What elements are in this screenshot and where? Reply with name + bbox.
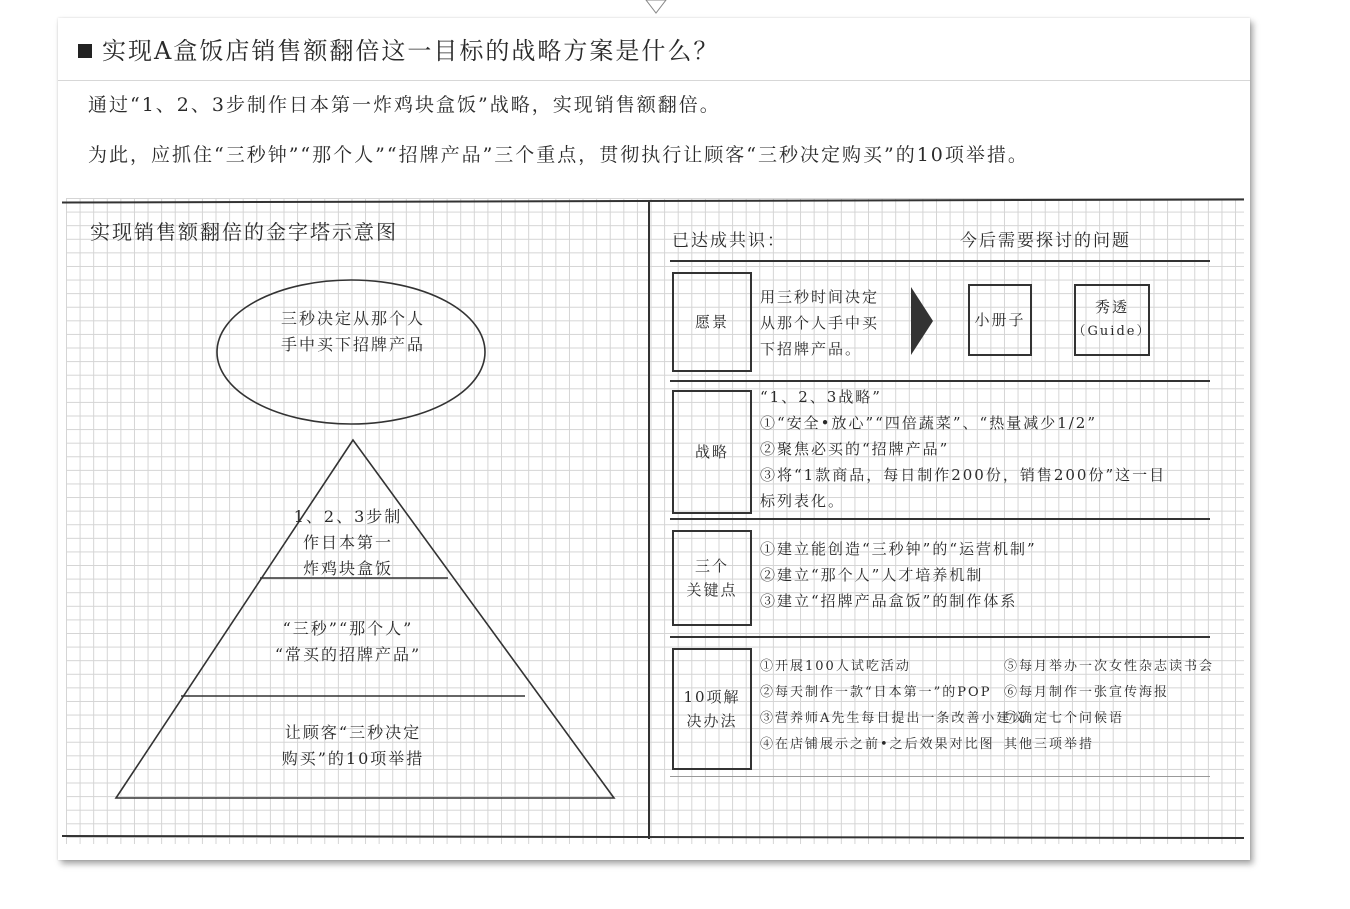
tier1-line: 炸鸡块盒饭 (302, 559, 393, 578)
vision-line: 用三秒时间决定 (760, 288, 880, 306)
consensus-heading: 已达成共识： (672, 231, 786, 251)
tier1-text (278, 504, 418, 582)
section-rule (670, 776, 1210, 777)
guide-box (1074, 284, 1150, 356)
solution-item: ②每天制作一款“日本第一”的POP (760, 685, 992, 700)
ellipse-line: 三秒决定从那个人 (280, 309, 425, 328)
page-title: 实现A盒饭店销售额翻倍这一目标的战略方案是什么？ (102, 37, 720, 65)
tier3-line: 让顾客“三秒决定 (284, 723, 422, 742)
strategy-label-box: 战略 (672, 390, 752, 514)
guide-sub-text: （Guide） (1072, 324, 1152, 339)
solution-item: ⑤每月举办一次女性杂志读书会 (1004, 659, 1215, 674)
solutions-right-list (1004, 654, 1214, 758)
strategy-line: 标列表化。 (760, 492, 846, 510)
keypoints-label-line: 三个 (694, 557, 729, 575)
strategy-line: ③将“1款商品，每日制作200份，销售200份”这一目 (760, 466, 1167, 484)
issues-heading: 今后需要探讨的问题 (960, 231, 1131, 251)
vision-line: 从那个人手中买 (760, 314, 880, 332)
notebook-sheet (58, 18, 1250, 860)
keypoints-line: ③建立“招牌产品盒饭”的制作体系 (760, 592, 1018, 610)
tier3-text (248, 720, 458, 772)
center-divider (648, 201, 650, 839)
pyramid-title: 实现销售额翻倍的金字塔示意图 (90, 220, 398, 244)
ellipse-line: 手中买下招牌产品 (280, 335, 425, 354)
solutions-label-box (672, 648, 752, 770)
tier2-text (238, 616, 458, 668)
intro-line-2: 为此，应抓住“三秒钟”“那个人”“招牌产品”三个重点，贯彻执行让顾客“三秒决定购买”的10项举措。 (88, 144, 1029, 166)
arrow-right-icon (910, 286, 934, 356)
vision-label-box: 愿景 (672, 272, 752, 372)
solution-item: 其他三项举措 (1004, 737, 1095, 752)
tier1-line: 作日本第一 (302, 533, 393, 552)
keypoints-line: ②建立“那个人”人才培养机制 (760, 566, 984, 584)
strategy-line: “1、2、3战略” (760, 388, 882, 406)
solutions-label-line: 10项解 (683, 688, 741, 706)
section-rule (670, 518, 1210, 520)
booklet-box: 小册子 (968, 284, 1032, 356)
header-divider (58, 80, 1250, 81)
strategy-line: ①“安全•放心”“四倍蔬菜”、“热量减少1/2” (760, 414, 1098, 432)
vision-line: 下招牌产品。 (760, 340, 863, 358)
guide-main-text: 秀透 (1094, 298, 1129, 316)
bullet-square-icon (78, 44, 92, 58)
section-rule (670, 636, 1210, 638)
solution-item: ⑥每月制作一张宣传海报 (1004, 685, 1170, 700)
ellipse-text (253, 306, 453, 358)
keypoints-label-line: 关键点 (686, 581, 738, 599)
tier1-line: 1、2、3步制 (293, 507, 403, 526)
keypoints-line: ①建立能创造“三秒钟”的“运营机制” (760, 540, 1037, 558)
keypoints-label-box (672, 530, 752, 626)
tier2-line: “三秒”“那个人” (282, 619, 414, 638)
solution-item: ③营养师A先生每日提出一条改善小建议 (760, 711, 1027, 726)
solution-item: ⑦确定七个问候语 (1004, 711, 1125, 726)
tier2-line: “常买的招牌产品” (274, 645, 422, 664)
solutions-label-line: 决办法 (686, 712, 738, 730)
solutions-left-list (760, 654, 1026, 758)
section-rule (670, 260, 1210, 262)
pointer-notch (645, 0, 667, 14)
strategy-line: ②聚焦必买的“招牌产品” (760, 440, 950, 458)
solution-item: ④在店铺展示之前•之后效果对比图 (760, 737, 995, 752)
vision-text (760, 284, 879, 362)
solution-item: ①开展100人试吃活动 (760, 659, 911, 674)
section-rule (670, 380, 1210, 382)
keypoints-text (760, 536, 1037, 614)
strategy-text (760, 384, 1166, 514)
tier3-line: 购买”的10项举措 (281, 749, 425, 768)
intro-line-1: 通过“1、2、3步制作日本第一炸鸡块盒饭”战略，实现销售额翻倍。 (88, 94, 721, 116)
